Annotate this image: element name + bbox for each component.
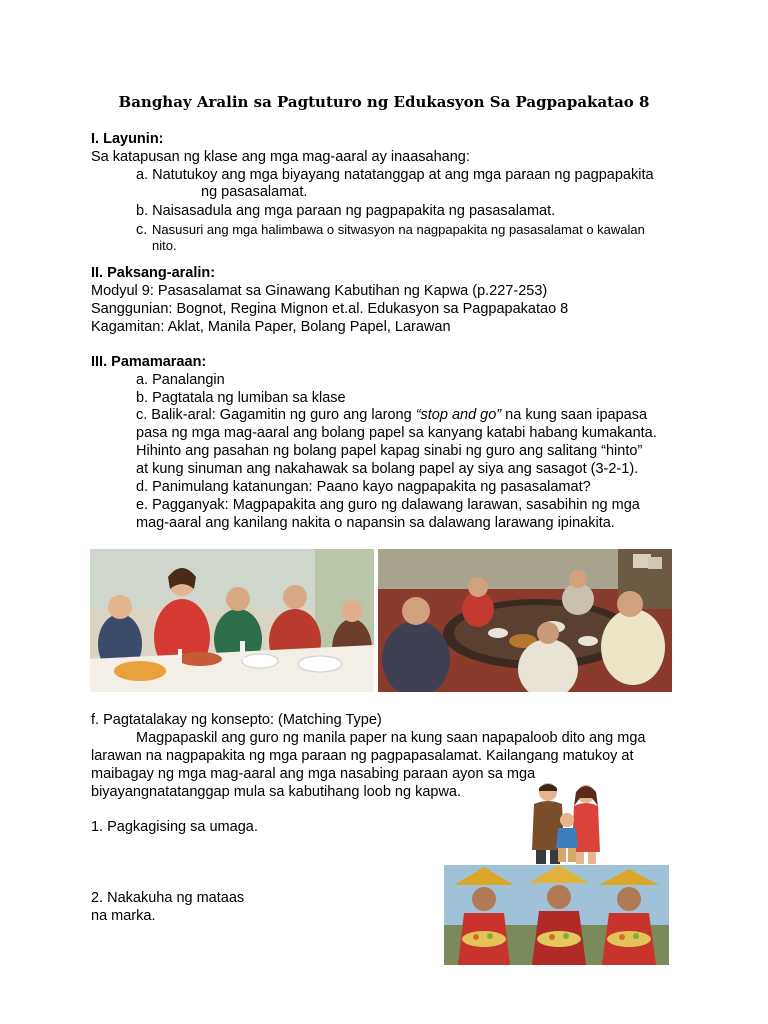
- paksang-aralin-heading: II. Paksang-aralin:: [91, 265, 216, 281]
- modyul-line: Modyul 9: Pasasalamat sa Ginawang Kabutihan ng Kapwa (p.227-253): [91, 283, 548, 299]
- matching-item-1: 1. Pagkagising sa umaga.: [91, 819, 258, 835]
- pagtatalakay-heading: f. Pagtatalakay ng konsepto: (Matching Type): [91, 712, 382, 728]
- page-title: Banghay Aralin sa Pagtuturo ng Edukasyon Sa Pagpapakatao 8: [118, 93, 650, 111]
- balik-aral-text-end: na kung saan ipapasa: [501, 407, 648, 423]
- parents-child-clipart: [520, 780, 615, 864]
- pamamaraan-item-a: a. Panalangin: [136, 372, 225, 388]
- pamamaraan-item-c-line4: at kung sinuman ang nakahawak sa bolang papel ay siya ang sasagot (3-2-1).: [136, 461, 639, 477]
- family-dinner-photo: [90, 549, 374, 692]
- pamamaraan-item-c-line2: pasa ng mga mag-aaral ang bolang papel sa kanyang katabi habang kumakanta.: [136, 425, 657, 441]
- pagtatalakay-para-line2: larawan na nagpapakita ng mga paraan ng pagpapasalamat. Kailangang matukoy at: [91, 748, 634, 764]
- kagamitan-line: Kagamitan: Aklat, Manila Paper, Bolang Papel, Larawan: [91, 319, 451, 335]
- matching-item-2-cont: na marka.: [91, 908, 156, 924]
- festival-dancers-illustration: [444, 865, 669, 965]
- pamamaraan-item-e-line2: mag-aaral ang kanilang nakita o napansin sa dalawang larawang ipinakita.: [136, 515, 615, 531]
- festival-dancers-photo: [444, 865, 669, 965]
- pagtatalakay-para-line3: maibagay ng mga mag-aaral ang mga nasabing paraan ayon sa mga: [91, 766, 536, 782]
- layunin-item-c-marker: c.: [136, 222, 148, 238]
- layunin-intro: Sa katapusan ng klase ang mga mag-aaral ay inaasahang:: [91, 149, 470, 165]
- praying-family-photo: [378, 549, 672, 692]
- family-dinner-illustration: [90, 549, 374, 692]
- layunin-item-a: a. Natutukoy ang mga biyayang natatanggap at ang mga paraan ng pagpapakita: [136, 167, 654, 183]
- stop-and-go-text: “stop and go”: [415, 407, 502, 423]
- layunin-heading: I. Layunin:: [91, 131, 164, 147]
- praying-family-illustration: [378, 549, 672, 692]
- pamamaraan-item-d: d. Panimulang katanungan: Paano kayo nagpapakita ng pasasalamat?: [136, 479, 591, 495]
- layunin-item-a-cont: ng pasasalamat.: [201, 184, 308, 200]
- layunin-item-b: b. Naisasadula ang mga paraan ng pagpapakita ng pasasalamat.: [136, 203, 556, 219]
- balik-aral-text: c. Balik-aral: Gagamitin ng guro ang larong: [136, 407, 416, 423]
- sanggunian-line: Sanggunian: Bognot, Regina Mignon et.al. Edukasyon sa Pagpapakatao 8: [91, 301, 569, 317]
- pamamaraan-item-b: b. Pagtatala ng lumiban sa klase: [136, 390, 346, 406]
- pagtatalakay-para-line1: Magpapaskil ang guro ng manila paper na kung saan napapaloob dito ang mga: [136, 730, 646, 746]
- pamamaraan-item-c: [136, 406, 647, 424]
- pagtatalakay-para-line4: biyayangnatatanggap mula sa kabutihang loob ng kapwa.: [91, 784, 462, 800]
- layunin-item-c-cont: nito.: [152, 238, 177, 253]
- pamamaraan-item-e: e. Pagganyak: Magpapakita ang guro ng dalawang larawan, sasabihin ng mga: [136, 497, 640, 513]
- layunin-item-c: Nasusuri ang mga halimbawa o sitwasyon na nagpapakita ng pasasalamat o kawalan: [152, 222, 645, 237]
- pamamaraan-item-c-line3: Hihinto ang pasahan ng bolang papel kapag sinabi ng guro ang salitang “hinto”: [136, 443, 643, 459]
- matching-item-2: 2. Nakakuha ng mataas: [91, 890, 245, 906]
- parents-child-illustration: [520, 780, 615, 864]
- pamamaraan-heading: III. Pamamaraan:: [91, 354, 207, 370]
